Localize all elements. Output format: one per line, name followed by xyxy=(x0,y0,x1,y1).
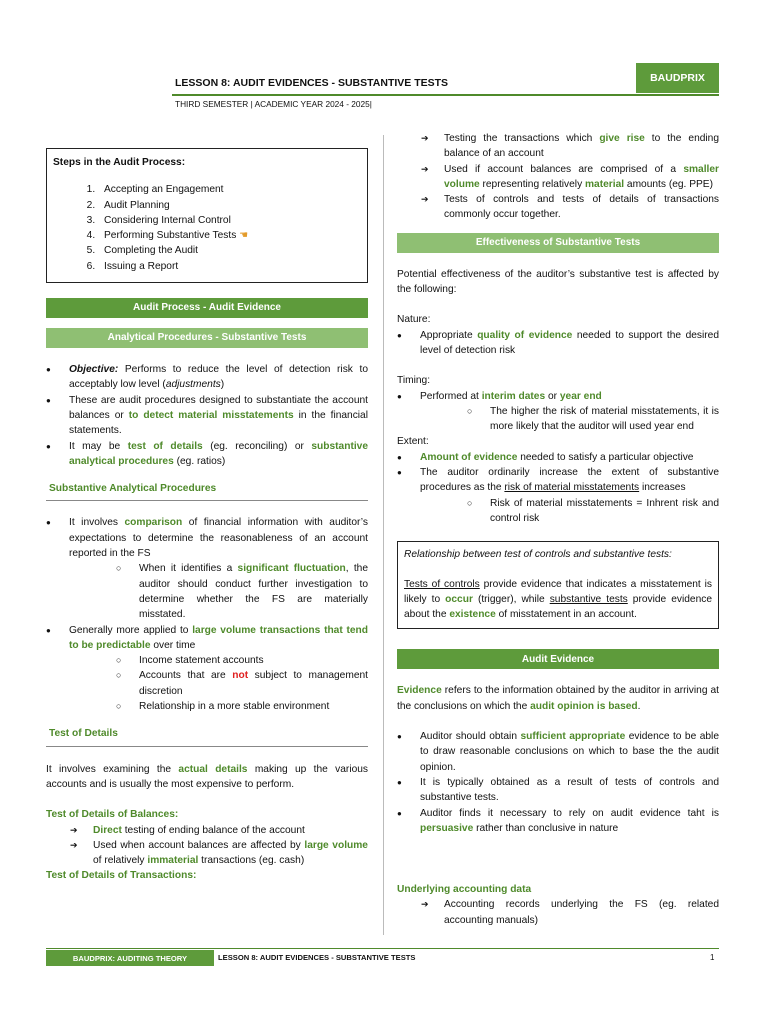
list-item: ● Auditor should obtain sufficient appropriate evidence to be able to draw reasonable conclusions on which to base the the audit opinion. xyxy=(397,729,719,775)
tod-paragraph: It involves examining the actual details making up the various accounts and is usually the most expensive to perform. xyxy=(46,763,369,790)
sap-sublist-2 xyxy=(46,653,368,714)
relationship-text: Tests of controls provide evidence that indicates a misstatement is likely to occur (trigger), while substantive tests provide evidence about the existence of misstatement in an account. xyxy=(404,578,712,621)
list-item: ● Appropriate quality of evidence needed to support the desired level of detection risk xyxy=(397,328,719,359)
tot-list xyxy=(397,131,719,223)
list-item: ➔ Direct testing of ending balance of the account xyxy=(70,823,368,838)
footer-course: BAUDPRIX: AUDITING THEORY xyxy=(46,950,214,966)
list-item: ● These are audit procedures designed to substantiate the account balances or to detect material misstatements in the financial statements. xyxy=(46,393,368,439)
sap-sublist xyxy=(46,561,368,622)
relationship-title: Relationship between test of controls and substantive tests: xyxy=(404,549,672,561)
list-item: ● It may be test of details (eg. reconciling) or substantive analytical procedures (eg. ratios) xyxy=(46,439,368,470)
tot-heading: Test of Details of Transactions: xyxy=(46,870,197,882)
sap-heading: Substantive Analytical Procedures xyxy=(46,481,368,501)
pointer-hand-icon: ☚ xyxy=(239,230,249,242)
list-item: 6. Issuing a Report xyxy=(98,259,361,274)
list-item: 1. Accepting an Engagement xyxy=(98,182,361,197)
evidence-definition: Evidence refers to the information obtained by the auditor in arriving at the conclusions on which the audit opinion is based. xyxy=(397,685,719,712)
effectiveness-intro: Potential effectiveness of the auditor’s substantive test is affected by the following: xyxy=(397,268,719,296)
list-item: ● Auditor finds it necessary to rely on audit evidence taht is persuasive rather than conclusive in nature xyxy=(397,806,719,837)
sap-list xyxy=(46,515,368,561)
steps-title: Steps in the Audit Process: xyxy=(53,157,186,168)
list-item: ● Amount of evidence needed to satisfy a particular objective xyxy=(397,450,719,465)
tob-list xyxy=(46,823,368,869)
uad-heading: Underlying accounting data xyxy=(397,884,532,896)
section-bar-audit-evidence: Audit Evidence xyxy=(397,649,719,669)
tob-heading: Test of Details of Balances: xyxy=(46,809,179,821)
timing-label: Timing: xyxy=(397,375,431,387)
nature-label: Nature: xyxy=(397,314,431,326)
uad-list xyxy=(397,897,719,928)
page-subtitle: THIRD SEMESTER | ACADEMIC YEAR 2024 - 2025| xyxy=(175,99,372,109)
list-item: ○ Income statement accounts xyxy=(116,653,368,668)
page-title: LESSON 8: AUDIT EVIDENCES - SUBSTANTIVE TESTS xyxy=(175,77,449,89)
brand-badge: BAUDPRIX xyxy=(636,63,719,93)
steps-list xyxy=(53,182,361,274)
nature-list xyxy=(397,328,719,359)
section-bar-audit-process: Audit Process - Audit Evidence xyxy=(46,298,368,318)
section-bar-analytical-procedures: Analytical Procedures - Substantive Tests xyxy=(46,328,368,348)
footer-rule xyxy=(46,948,719,949)
header-rule xyxy=(172,94,719,96)
list-item: 3. Considering Internal Control xyxy=(98,213,361,228)
footer-lesson: LESSON 8: AUDIT EVIDENCES - SUBSTANTIVE TESTS xyxy=(218,953,416,962)
tod-heading: Test of Details xyxy=(46,726,368,746)
list-item: ○ Accounts that are not subject to management discretion xyxy=(116,668,368,699)
list-item xyxy=(98,228,361,243)
steps-box xyxy=(46,148,368,283)
page-number: 1 xyxy=(710,953,715,962)
list-item: ● It is typically obtained as a result of tests of controls and substantive tests. xyxy=(397,775,719,806)
list-item: ➔ Testing the transactions which give rise to the ending balance of an account xyxy=(421,131,719,162)
extent-label: Extent: xyxy=(397,436,429,448)
list-item: ➔ Accounting records underlying the FS (eg. related accounting manuals) xyxy=(421,897,719,928)
objective-list xyxy=(46,362,368,469)
list-item: ➔ Tests of controls and tests of details of transactions commonly occur together. xyxy=(421,192,719,223)
extent-sublist xyxy=(397,496,719,527)
list-item: ➔ Used if account balances are comprised of a smaller volume representing relatively material amounts (eg. PPE) xyxy=(421,162,719,193)
list-item: ● The auditor ordinarily increase the extent of substantive procedures as the risk of material misstatements increases xyxy=(397,465,719,496)
list-item: ○ Relationship in a more stable environment xyxy=(116,699,368,714)
list-item: ○ Risk of material misstatements = Inhrent risk and control risk xyxy=(467,496,719,527)
list-item-label: Performing Substantive Tests xyxy=(104,230,237,242)
list-item: ● Objective: Performs to reduce the level of detection risk to acceptably low level (adjustments) xyxy=(46,362,368,393)
extent-list xyxy=(397,450,719,496)
list-item: ➔ Used when account balances are affected by large volume of relatively immaterial transactions (eg. cash) xyxy=(70,838,368,869)
section-bar-effectiveness: Effectiveness of Substantive Tests xyxy=(397,233,719,253)
evidence-list xyxy=(397,729,719,836)
list-item: ● Generally more applied to large volume transactions that tend to be predictable over time xyxy=(46,623,368,654)
list-item: ● Performed at interim dates or year end xyxy=(397,389,719,404)
list-item: ○ The higher the risk of material misstatements, it is more likely that the auditor will used year end xyxy=(467,404,719,435)
relationship-box xyxy=(397,541,719,629)
column-divider xyxy=(383,135,384,935)
sap-list-2 xyxy=(46,623,368,654)
list-item: 5. Completing the Audit xyxy=(98,243,361,258)
list-item: ● It involves comparison of financial information with auditor’s expectations to determine the reasonableness of an account reported in the FS xyxy=(46,515,368,561)
left-column xyxy=(46,148,368,884)
list-item: ○ When it identifies a significant fluctuation, the auditor should conduct further investigation to determine whether the FS are materially misstated. xyxy=(116,561,368,622)
timing-list xyxy=(397,389,719,404)
timing-sublist xyxy=(397,404,719,435)
list-item: 2. Audit Planning xyxy=(98,198,361,213)
right-column xyxy=(397,131,719,928)
